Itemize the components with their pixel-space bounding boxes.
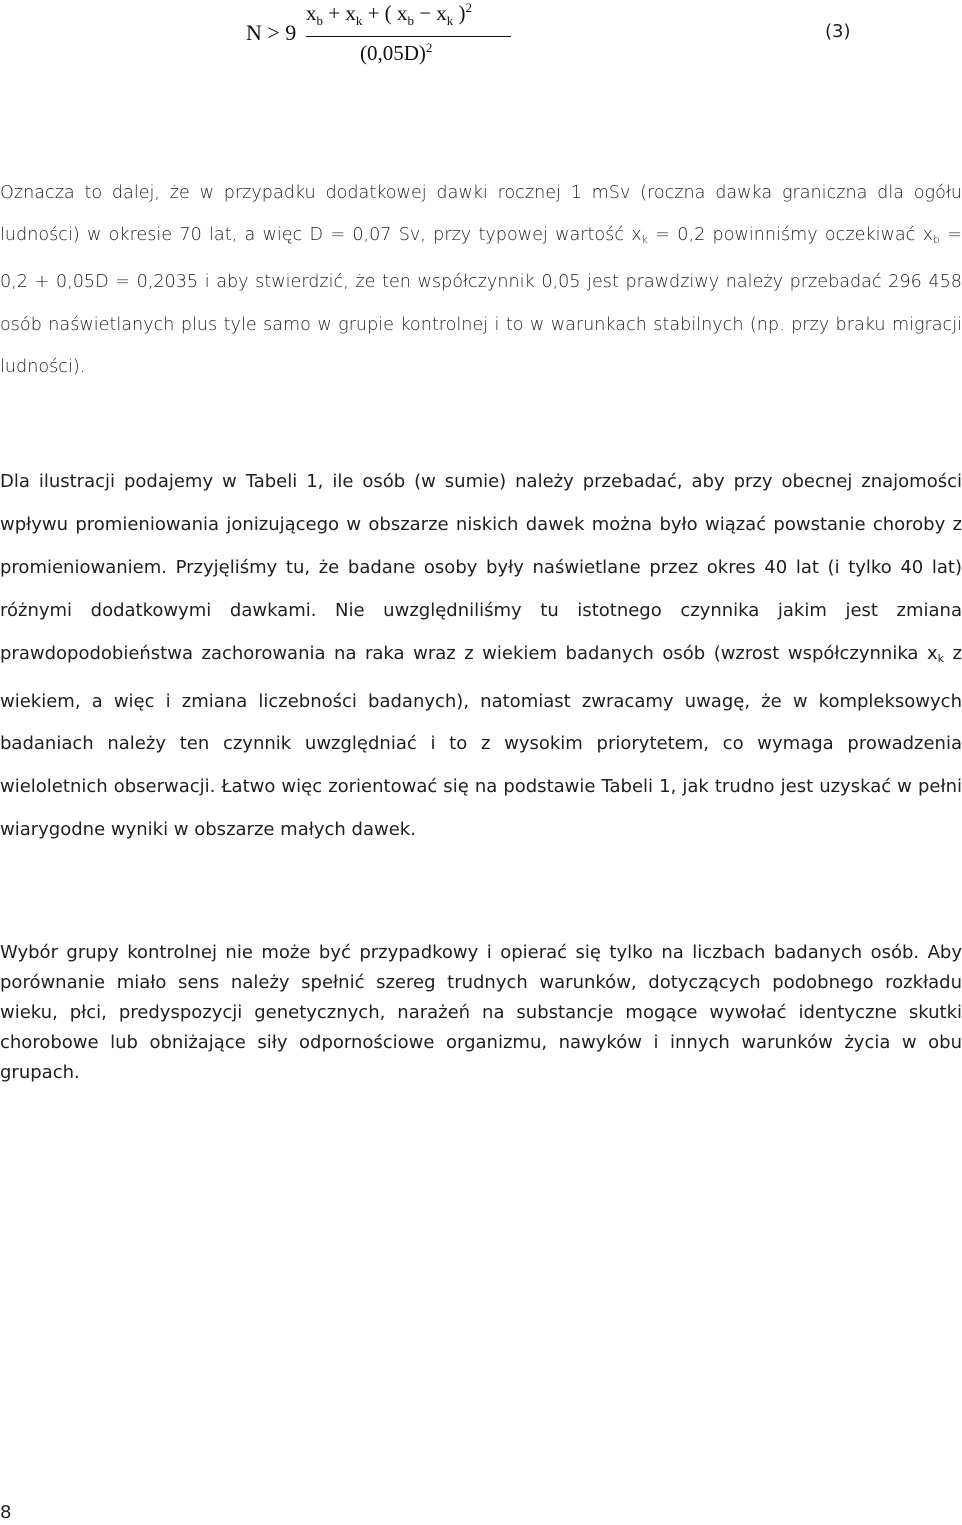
formula-lhs: N > 9 xyxy=(246,20,297,45)
formula-numerator: $x_b + x_k$ + ( $x_b - x_k$ )$^2$ xyxy=(306,0,473,29)
paragraph-3: Wybór grupy kontrolnej nie może być przypadkowy i opierać się tylko na liczbach badanych osób. Aby porównanie miało sens należy spełnić szereg trudnych warunków, dotyczących podobnego rozkładu wieku, płci, predyspozycji genetycznych, narażeń na substancje mogące wywołać identyczne skutki chorobowe lub obniżające siły odpornościowe organizmu, nawyków i innych warunków życia w obu grupach. xyxy=(0,942,962,1083)
paragraph-2: Dla ilustracji podajemy w Tabeli 1, ile osób (w sumie) należy przebadać, aby przy obecnej znajomości wpływu promieniowania jonizującego w obszarze niskich dawek można było wiązać powstanie choroby z promieniowaniem. Przyjęliśmy tu, że badane osoby były naświetlane przez okres 40 lat (i tylko 40 lat) różnymi dodatkowymi dawkami. Nie uwzględniliśmy tu istotnego czynnika jakim jest zmiana prawdopodobieństwa zachorowania na raka wraz z wiekiem badanych osób (wzrost współczynnika $x_k$ z wiekiem, a więc i zmiana liczebności badanych), natomiast zwracamy uwagę, że w kompleksowych badaniach należy ten czynnik uwzględniać i to z wysokim priorytetem, co wymaga prowadzenia wieloletnich obserwacji. Łatwo więc zorientować się na podstawie Tabeli 1, jak trudno jest uzyskać w pełni wiarygodne wyniki w obszarze małych dawek. xyxy=(0,471,962,841)
equation-number: (3) xyxy=(825,21,851,42)
page-number: 8 xyxy=(0,1502,12,1523)
paragraph-1: Oznacza to dalej, że w przypadku dodatkowej dawki rocznej 1 mSv (roczna dawka graniczna dla ogółu ludności) w okresie 70 lat, a więc D = 0,07 Sv, przy typowej wartość $x_k = 0,2$ powinniśmy oczekiwać $x_b = 0,2 + 0,05D = 0,2035$ i aby stwierdzić, że ten współczynnik 0,05 jest prawdziwy należy przebadać 296 458 osób naświetlanych plus tyle samo w grupie kontrolnej i to w warunkach stabilnych (np. przy braku migracji ludności). xyxy=(0,183,962,377)
formula-denominator: $(0,05D)^2$ xyxy=(360,40,433,65)
formula-3 xyxy=(246,0,526,70)
fraction-bar xyxy=(306,36,511,37)
